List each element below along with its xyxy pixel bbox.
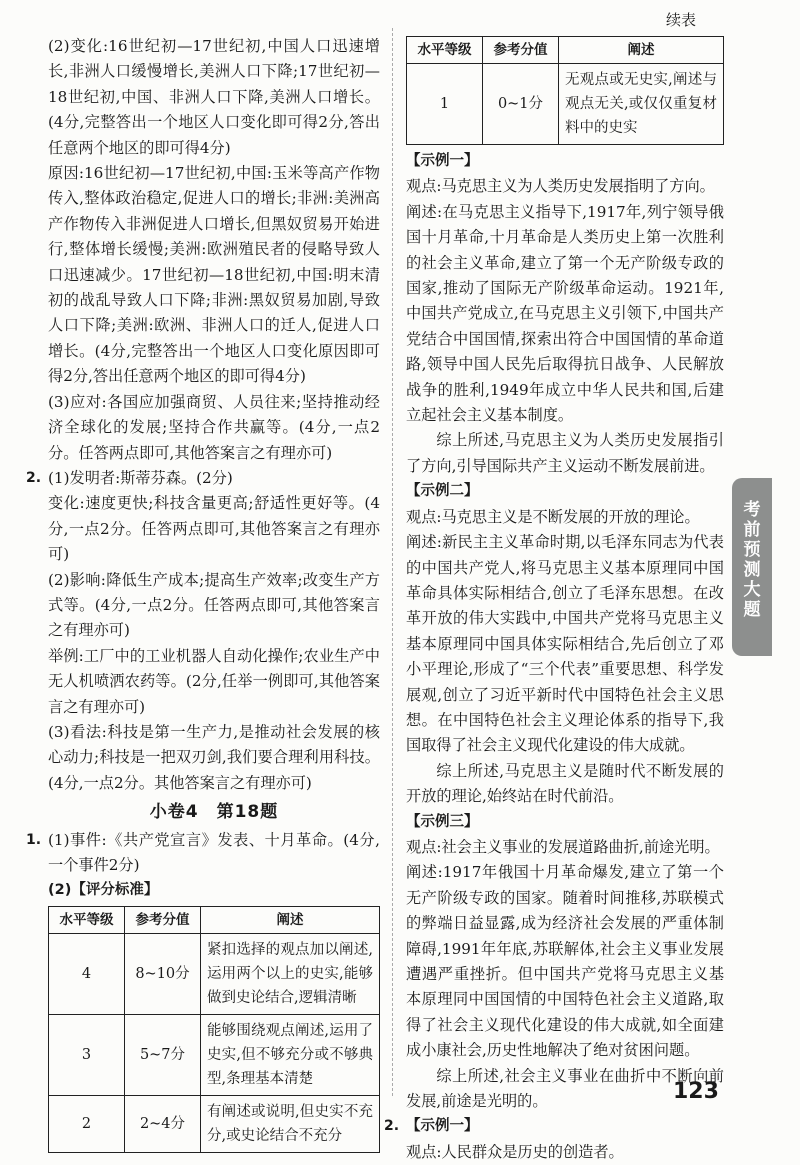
score-cell: 8~10分: [125, 933, 201, 1014]
paragraph: 观点:马克思主义为人类历史发展指明了方向。: [406, 177, 715, 196]
question-number: 1.: [26, 831, 42, 848]
side-tab-char: 预: [743, 540, 761, 560]
level-cell: 1: [407, 64, 483, 145]
paragraph: 阐述:在马克思主义指导下,1917年,列宁领导俄国十月革命,十月革命是人类历史上第一次胜利的社会主义革命,建立了第一个无产阶级专政的国家,推动了国际无产阶级革命运动。1921年,中国共产党成立,在马克思主义引领下,中国共产党结合中国国情,探索出符合中国国情的革命道路,领导中国人民先后取得抗日战争、人民解放战争的胜利,1949年成立中华人民共和国,后建立起社会主义基本制度。: [406, 202, 724, 425]
level-cell: 2: [49, 1095, 125, 1152]
section-heading: 小卷4 第18题: [149, 802, 279, 823]
level-cell: 3: [49, 1014, 125, 1095]
paragraph: (2)影响:降低生产成本;提高生产效率;改变生产方式等。(4分,一点2分。任答两点即可,其他答案言之有理亦可): [48, 570, 380, 640]
table-row: [49, 1095, 380, 1152]
paragraph: (3)应对:各国应加强商贸、人员往来;坚持推动经济全球化的发展;坚持合作共赢等。(4分,一点2分。任答两点即可,其他答案言之有理亦可): [48, 392, 380, 462]
example-1-heading: 【示例一】: [406, 1118, 479, 1135]
paragraph: 阐述:新民主主义革命时期,以毛泽东同志为代表的中国共产党人,将马克思主义基本原理同中国革命具体实际相结合,创立了毛泽东思想。在改革开放的伟大实践中,中国共产党将马克思主义基本原理同中国具体实际相结合,先后创立了邓小平理论,形成了“三个代表”重要思想、科学发展观,创立了习近平新时代中国特色社会主义思想。在中国特色社会主义理论体系的指导下,我国取得了社会主义现代化建设的伟大成就。: [406, 533, 724, 755]
paragraph: 观点:社会主义事业的发展道路曲折,前途光明。: [406, 837, 720, 856]
right-column: [384, 34, 724, 1165]
description-cell: 无观点或无史实,阐述与观点无关,或仅仅重复材料中的史实: [559, 64, 724, 145]
example-1-heading: 【示例一】: [406, 153, 479, 169]
paragraph: 举例:工厂中的工业机器人自动化操作;农业生产中无人机喷洒农药等。(2分,任举一例即可,其他答案言之有理亦可): [48, 646, 380, 716]
scoring-standard-label: (2)【评分标准】: [48, 882, 159, 899]
paragraph: 阐述:1917年俄国十月革命爆发,建立了第一个无产阶级专政的国家。随着时间推移,苏联模式的弊端日益显露,成为经济社会发展的严重体制障碍,1991年年底,苏联解体,社会主义事业发展遭遇严重挫折。但中国共产党将马克思主义基本原理同中国国情的中国特色社会主义道路,取得了社会主义现代化建设的伟大成就,如全面建成小康社会,历史性地解决了绝对贫困问题。: [406, 863, 724, 1060]
table-header-row: [49, 906, 380, 933]
table-row: [407, 64, 724, 145]
scoring-table-continued: [406, 36, 724, 145]
description-cell: 能够围绕观点阐述,运用了史实,但不够充分或不够典型,条理基本清楚: [201, 1014, 380, 1095]
column-header: 阐述: [201, 906, 380, 933]
example-3-heading: 【示例三】: [406, 813, 479, 830]
paragraph: 综上所述,马克思主义为人类历史发展指引了方向,引导国际共产主义运动不断发展前进。: [406, 431, 724, 475]
level-cell: 4: [49, 933, 125, 1014]
description-cell: 有阐述或说明,但史实不充分,或史论结合不充分: [201, 1095, 380, 1152]
question-number: 2.: [384, 1118, 400, 1135]
side-tab-char: 题: [743, 600, 761, 620]
paragraph: (3)看法:科技是第一生产力,是推动社会发展的核心动力;科技是一把双刃剑,我们要合理利用科技。(4分,一点2分。其他答案言之有理亦可): [48, 722, 380, 792]
question-number: 2.: [26, 469, 42, 486]
paragraph: 变化:速度更快;科技含量更高;舒适性更好等。(4分,一点2分。任答两点即可,其他答案言之有理亦可): [48, 494, 380, 564]
paragraph: (1)事件:《共产党宣言》发表、十月革命。(4分,一个事件2分): [48, 830, 380, 874]
side-tab-char: 测: [743, 560, 761, 580]
question-2: [384, 1114, 724, 1139]
score-cell: 0~1分: [483, 64, 559, 145]
column-header: 水平等级: [407, 37, 483, 64]
score-cell: 2~4分: [125, 1095, 201, 1152]
table-header-row: [407, 37, 724, 64]
table-row: [49, 1014, 380, 1095]
paragraph: 综上所述,社会主义事业在曲折中不断向前发展,前途是光明的。: [406, 1066, 724, 1111]
paragraph: (2)变化:16世纪初—17世纪初,中国人口迅速增长,非洲人口缓慢增长,美洲人口下降;17世纪初—18世纪初,中国、非洲人口下降,美洲人口增长。(4分,完整答出一个地区人口变化即可得2分,答出任意两个地区的即可得4分): [48, 37, 380, 157]
column-header: 水平等级: [49, 906, 125, 933]
side-tab: [732, 478, 772, 656]
score-cell: 5~7分: [125, 1014, 201, 1095]
example-2-heading: 【示例二】: [406, 483, 479, 500]
paragraph: 观点:人民群众是历史的创造者。: [406, 1142, 624, 1161]
column-divider: [392, 28, 393, 1096]
scoring-table: [48, 906, 380, 1153]
column-header: 参考分值: [483, 37, 559, 64]
question-1: [26, 828, 380, 879]
page-number: 123: [673, 1079, 719, 1104]
side-tab-char: 考: [743, 500, 761, 520]
paragraph: 观点:马克思主义是不断发展的开放的理论。: [406, 507, 700, 526]
paragraph: 综上所述,马克思主义是随时代不断发展的开放的理论,始终站在时代前沿。: [406, 761, 724, 806]
side-tab-char: 大: [743, 580, 761, 600]
column-header: 阐述: [559, 37, 724, 64]
continued-label: 续表: [666, 11, 697, 29]
paragraph: (1)发明者:斯蒂芬森。(2分): [48, 468, 233, 487]
side-tab-char: 前: [743, 520, 761, 540]
description-cell: 紧扣选择的观点加以阐述,运用两个以上的史实,能够做到史论结合,逻辑清晰: [201, 933, 380, 1014]
left-column: [26, 34, 380, 1157]
paragraph: 原因:16世纪初—17世纪初,中国:玉米等高产作物传入,整体政治稳定,促进人口的增长;非洲:美洲高产作物传入非洲促进人口增长,但黑奴贸易开始进行,整体增长缓慢;美洲:欧洲殖民者的侵略导致人口迅速减少。17世纪初—18世纪初,中国:明末清初的战乱导致人口下降;非洲:黑奴贸易加剧,导致人口下降;美洲:欧洲、非洲人口的迁人,促进人口增长。(4分,完整答出一个地区人口变化原因即可得2分,答出任意两个地区的即可得4分): [48, 164, 380, 386]
question-2: [26, 466, 380, 491]
column-header: 参考分值: [125, 906, 201, 933]
table-row: [49, 933, 380, 1014]
